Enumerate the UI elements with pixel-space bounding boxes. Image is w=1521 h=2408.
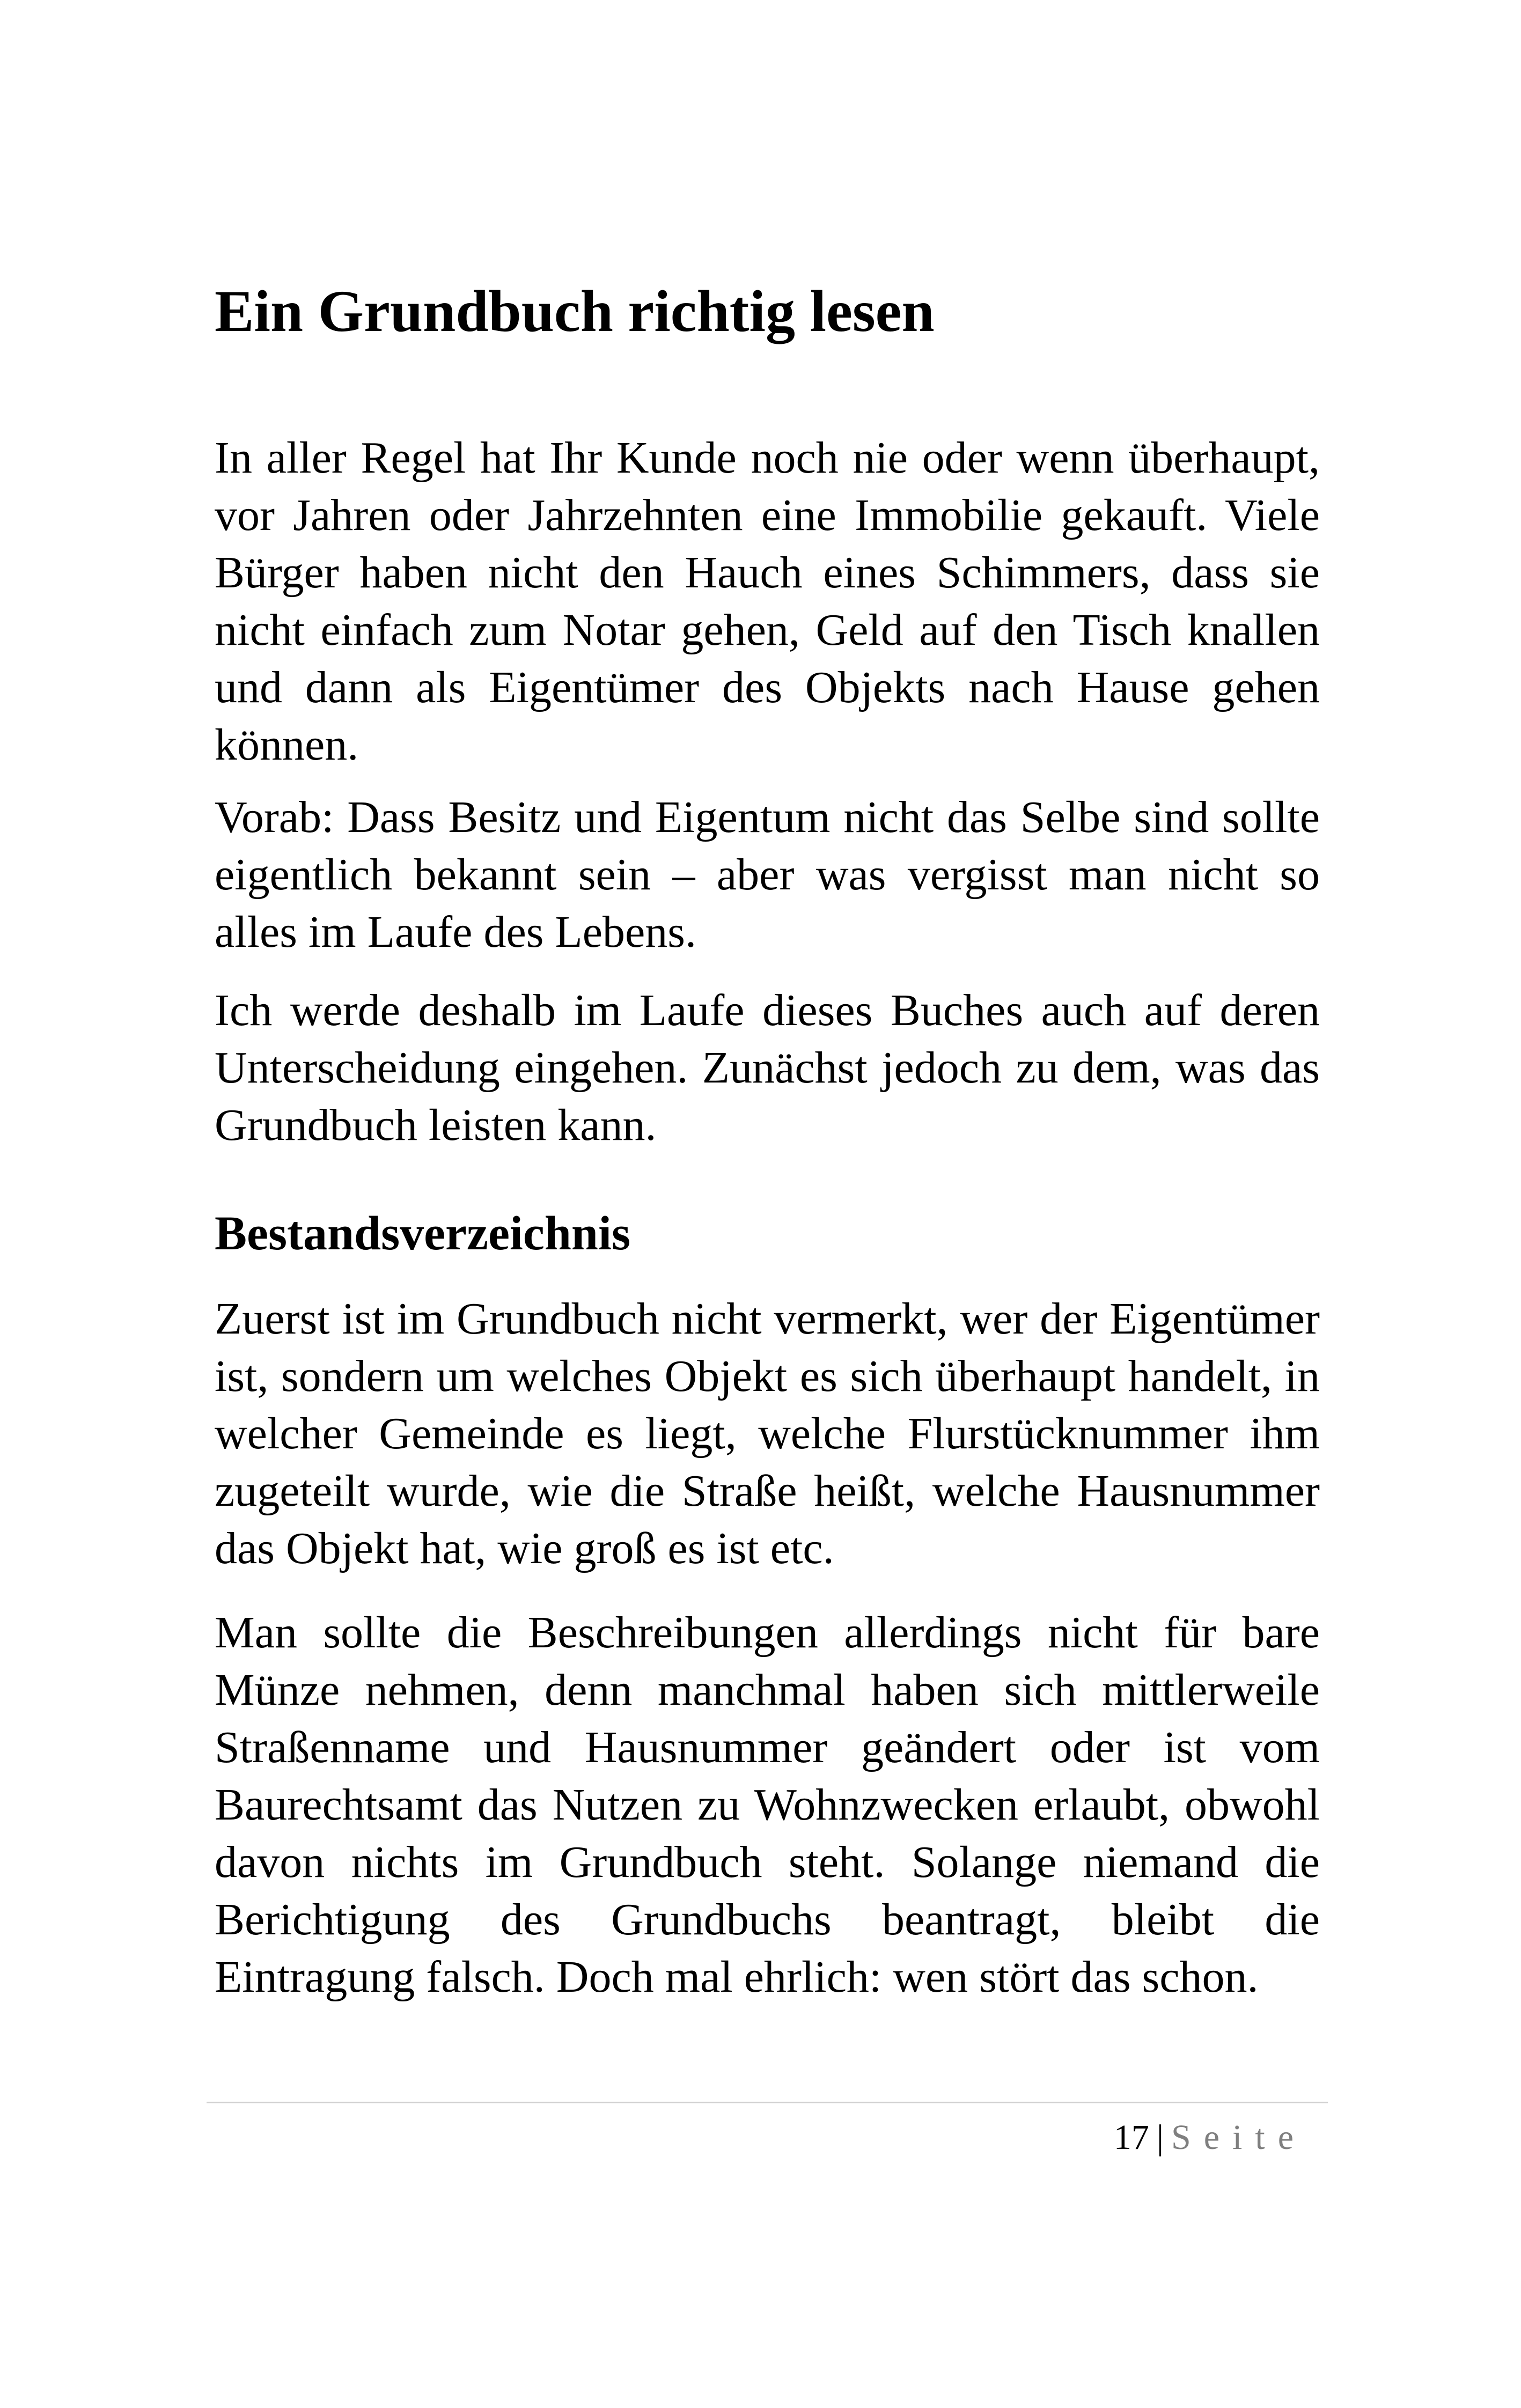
chapter-title: Ein Grundbuch richtig lesen bbox=[215, 278, 935, 344]
page-number: 17 bbox=[1113, 2118, 1149, 2157]
section-paragraph-2: Man sollte die Beschreibungen allerdings nicht für bare Münze nehmen, denn manchmal haben sich mittlerweile Straßenname und Hausnummer geändert oder ist vom Baurechtsamt das Nutzen zu Wohnzwecken erlaubt, obwohl davon nichts im Grundbuch steht. Solange niemand die Berichtigung des Grundbuchs beantragt, bleibt die Eintragung falsch. Doch mal ehrlich: wen stört das schon. bbox=[215, 1608, 1320, 2002]
footer-separator: | bbox=[1156, 2118, 1164, 2157]
body-paragraph-1: In aller Regel hat Ihr Kunde noch nie oder wenn überhaupt, vor Jahren oder Jahrzehnten eine Immobilie gekauft. Viele Bürger haben nicht den Hauch eines Schimmers, dass sie nicht einfach zum Notar gehen, Geld auf den Tisch knallen und dann als Eigentümer des Objekts nach Hause gehen können. bbox=[215, 433, 1320, 770]
section-paragraph-1: Zuerst ist im Grundbuch nicht vermerkt, wer der Eigentümer ist, sondern um welches Objekt es sich überhaupt handelt, in welcher Gemeinde es liegt, welche Flurstücknummer ihm zugeteilt wurde, wie die Straße heißt, welche Hausnummer das Objekt hat, wie groß es ist etc. bbox=[215, 1294, 1320, 1573]
body-paragraph-2: Vorab: Dass Besitz und Eigentum nicht das Selbe sind sollte eigentlich bekannt sein – aber was vergisst man nicht so alles im Laufe des Lebens. bbox=[215, 792, 1320, 957]
body-paragraph-3: Ich werde deshalb im Laufe dieses Buches auch auf deren Unterscheidung eingehen. Zunächst jedoch zu dem, was das Grundbuch leisten kann. bbox=[215, 985, 1320, 1150]
footer-divider bbox=[207, 2102, 1328, 2103]
page-label: Seite bbox=[1171, 2118, 1306, 2157]
section-heading: Bestandsverzeichnis bbox=[215, 1207, 630, 1260]
page-footer bbox=[1114, 2116, 1306, 2159]
